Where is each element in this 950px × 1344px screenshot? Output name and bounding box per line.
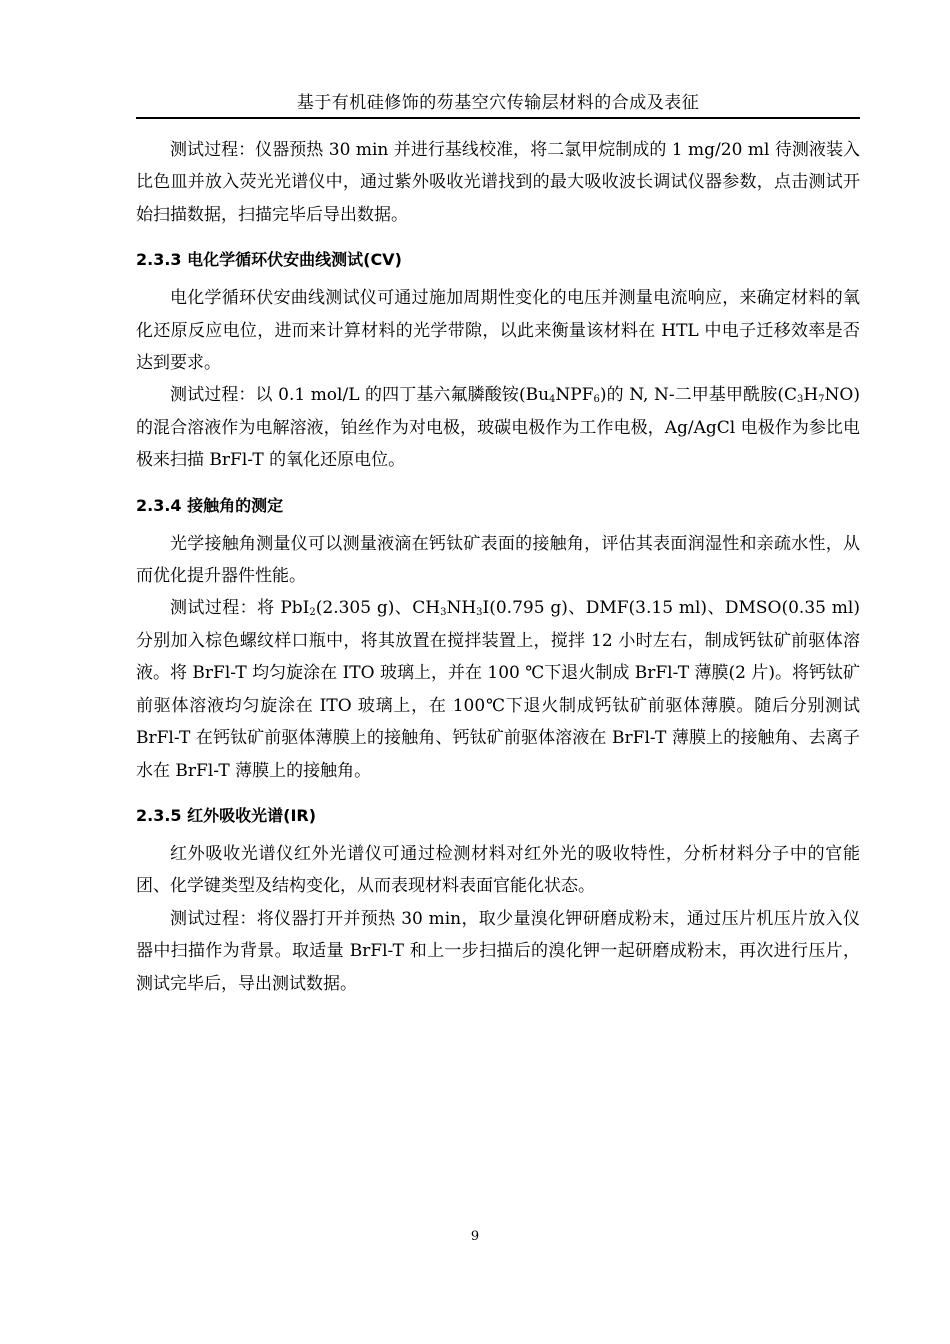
paragraph-contact-angle-description: 光学接触角测量仪可以测量液滴在钙钛矿表面的接触角，评估其表面润湿性和亲疏水性，从而优化提升器件性能。	[136, 533, 860, 587]
page-body	[136, 134, 860, 1000]
running-header: 基于有机硅修饰的芴基空穴传输层材料的合成及表征	[296, 93, 700, 113]
page-number: 9	[470, 1229, 480, 1244]
section-heading-2-3-5: 2.3.5 红外吸收光谱(IR)	[136, 805, 317, 825]
paragraph-ir-procedure: 测试过程：将仪器打开并预热 30 min，取少量溴化钾研磨成粉末，通过压片机压片放入仪器中扫描作为背景。取适量 BrFl-T 和上一步扫描后的溴化钾一起研磨成粉末，再次进行压片，测试完毕后，导出测试数据。	[136, 908, 860, 994]
section-heading-2-3-4: 2.3.4 接触角的测定	[136, 495, 284, 515]
paragraph-cv-procedure: 测试过程：以 0.1 mol/L 的四丁基六氟膦酸铵$(Bu_4NPF_6)$的 N, N-二甲基甲酰胺$(C_3H_7NO)$的混合溶液作为电解溶液，铂丝作为对电极，玻碳电极作为工作电极，Ag/AgCl 电极作为参比电极来扫描 BrFl-T 的氧化还原电位。	[136, 385, 860, 471]
paragraph-contact-angle-procedure: 测试过程：将 PbI$_2$(2.305 g)、$CH_3NH_3I(0.795$ g)、DMF(3.15 ml)、DMSO(0.35 ml)分别加入棕色螺纹样口瓶中，将其放置在搅拌装置上，搅拌 12 小时左右，制成钙钛矿前驱体溶液。将 BrFl-T 均匀旋涂在 ITO 玻璃上，并在 100 ℃下退火制成 BrFl-T 薄膜(2 片)。将钙钛矿前驱体溶液均匀旋涂在 ITO 玻璃上，在 100℃下退火制成钙钛矿前驱体薄膜。随后分别测试 BrFl-T 在钙钛矿前驱体薄膜上的接触角、钙钛矿前驱体溶液在 BrFl-T 薄膜上的接触角、去离子水在 BrFl-T 薄膜上的接触角。	[136, 598, 860, 781]
paragraph-test-procedure-fluorescence: 测试过程：仪器预热 30 min 并进行基线校准，将二氯甲烷制成的 1 mg/20 ml 待测液装入比色皿并放入荧光光谱仪中，通过紫外吸收光谱找到的最大吸收波长调试仪器参数，点击测试开始扫描数据，扫描完毕后导出数据。	[136, 140, 860, 225]
paragraph-cv-description: 电化学循环伏安曲线测试仪可通过施加周期性变化的电压并测量电流响应，来确定材料的氧化还原反应电位，进而来计算材料的光学带隙，以此来衡量该材料在 HTL 中电子迁移效率是否达到要求。	[136, 288, 860, 374]
section-heading-2-3-3: 2.3.3 电化学循环伏安曲线测试(CV)	[136, 250, 402, 270]
paragraph-ir-description: 红外吸收光谱仪红外光谱仪可通过检测材料对红外光的吸收特性，分析材料分子中的官能团、化学键类型及结构变化，从而表现材料表面官能化状态。	[136, 843, 860, 897]
header-rule	[136, 117, 860, 119]
